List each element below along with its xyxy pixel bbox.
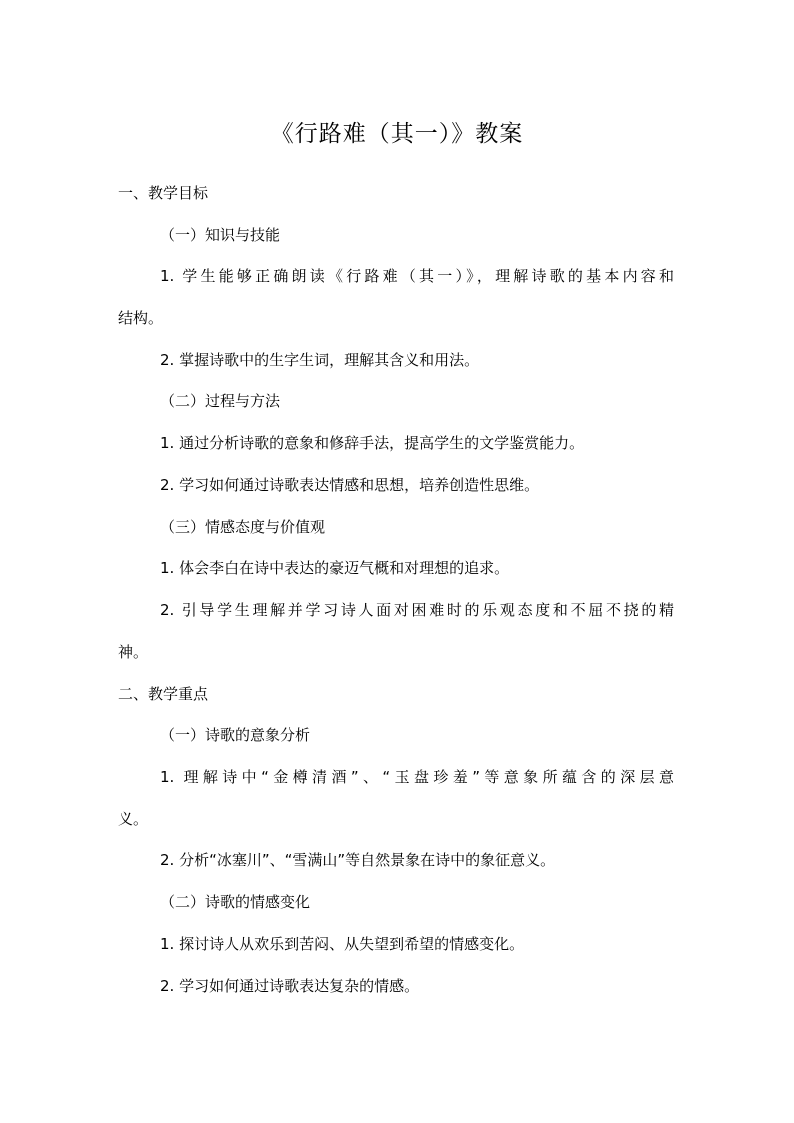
subsection-heading-emotion: （二）诗歌的情感变化 — [160, 893, 311, 911]
paragraph-line: 1. 理解诗中“金樽清酒”、“玉盘珍羞”等意象所蕴含的深层意 — [160, 768, 674, 786]
section-heading-objectives: 一、教学目标 — [118, 184, 209, 202]
paragraph-line: 2. 分析“冰塞川”、“雪满山”等自然景象在诗中的象征意义。 — [160, 851, 556, 869]
section-heading-key-points: 二、教学重点 — [118, 685, 209, 703]
paragraph-line: 1. 体会李白在诗中表达的豪迈气概和对理想的追求。 — [160, 559, 510, 577]
subsection-heading-knowledge: （一）知识与技能 — [160, 226, 281, 244]
paragraph-line: 1. 学生能够正确朗读《行路难（其一）》，理解诗歌的基本内容和 — [160, 267, 674, 285]
paragraph-line: 2. 掌握诗歌中的生字生词，理解其含义和用法。 — [160, 351, 480, 369]
subsection-heading-values: （三）情感态度与价值观 — [160, 518, 326, 536]
paragraph-line: 2. 引导学生理解并学习诗人面对困难时的乐观态度和不屈不挠的精 — [160, 601, 674, 619]
paragraph-line: 义。 — [118, 810, 149, 828]
paragraph-line: 1. 探讨诗人从欢乐到苦闷、从失望到希望的情感变化。 — [160, 935, 525, 953]
document-title: 《行路难（其一）》教案 — [270, 121, 524, 147]
paragraph-line: 2. 学习如何通过诗歌表达情感和思想，培养创造性思维。 — [160, 476, 540, 494]
subsection-heading-process: （二）过程与方法 — [160, 392, 281, 410]
paragraph-line: 结构。 — [118, 309, 164, 327]
paragraph-line: 神。 — [118, 643, 149, 661]
subsection-heading-imagery: （一）诗歌的意象分析 — [160, 726, 311, 744]
paragraph-line: 1. 通过分析诗歌的意象和修辞手法，提高学生的文学鉴赏能力。 — [160, 434, 585, 452]
paragraph-line: 2. 学习如何通过诗歌表达复杂的情感。 — [160, 977, 420, 995]
